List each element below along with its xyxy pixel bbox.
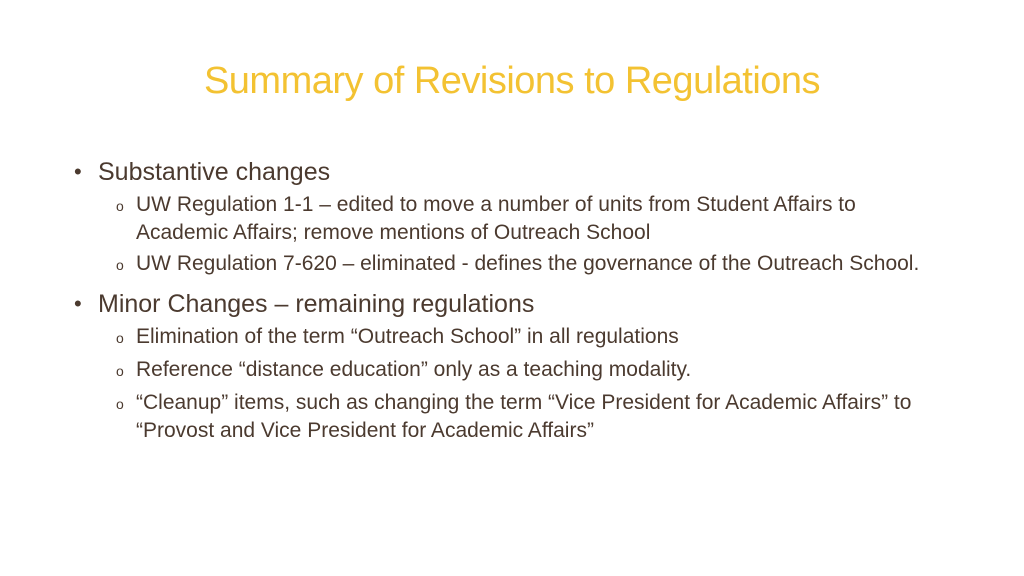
list-item-text: “Cleanup” items, such as changing the term “Vice President for Academic Affairs” to “Provost and Vice President for Academic Affairs” xyxy=(136,391,912,442)
list-item-text: UW Regulation 7-620 – eliminated - defines the governance of the Outreach School. xyxy=(136,252,920,275)
section-heading-minor xyxy=(74,288,954,320)
section-heading-substantive xyxy=(74,156,954,188)
bullet-icon: • xyxy=(74,291,82,316)
section-heading-text: Substantive changes xyxy=(98,158,331,186)
list-item-text: UW Regulation 1-1 – edited to move a number of units from Student Affairs to Academic Affairs; remove mentions of Outreach School xyxy=(136,193,856,244)
sub-bullet-icon: o xyxy=(116,330,124,346)
sub-bullet-icon: o xyxy=(116,198,124,214)
list-item xyxy=(116,323,954,353)
sub-bullet-icon: o xyxy=(116,257,124,273)
sub-bullet-icon: o xyxy=(116,396,124,412)
list-item-text: Elimination of the term “Outreach School” in all regulations xyxy=(136,325,679,348)
sub-bullet-icon: o xyxy=(116,363,124,379)
list-item xyxy=(116,250,954,280)
slide-title: Summary of Revisions to Regulations xyxy=(203,60,821,102)
slide-body xyxy=(74,156,954,445)
list-item xyxy=(116,356,954,386)
list-item xyxy=(116,389,954,445)
section-heading-text: Minor Changes – remaining regulations xyxy=(98,290,535,318)
list-item-text: Reference “distance education” only as a teaching modality. xyxy=(136,358,692,381)
list-item xyxy=(116,191,954,247)
bullet-icon: • xyxy=(74,159,82,184)
